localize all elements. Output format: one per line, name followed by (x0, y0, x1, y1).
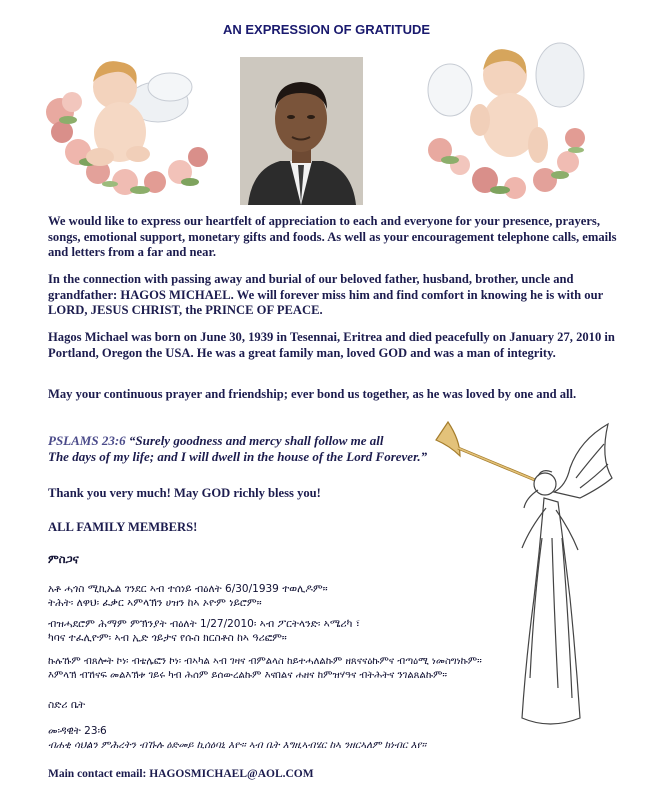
psalm-reference: PSLAMS 23:6 (48, 433, 126, 448)
condolence-paragraph: In the connection with passing away and burial of our beloved father, husband, brother, uncle and grandfather: HAGOS MICHAEL. We will forever miss him and find comfort in knowing he is with our LORD, JESUS CHRIST, the PRINCE OF PEACE. (48, 272, 603, 318)
ethiopic-line-6: እምላኽ ብኸናፍ መልእኽቱ ገይሩ ካብ ሕሰም ይሰውረልኩም እናበልና ሐዘና ከምዝሃዓና ብትሕትና ንገልጸልኩም። (48, 670, 448, 681)
ethiopic-line-3: ብዝሓደሮም ሕማም ምኽንያት ብዕለት 1/27/2010፡ ኣብ ፖርትላንድ፡ ኣሜሪካ ፣ (48, 618, 360, 630)
psalm-line-2: The days of my life; and I will dwell in the house of the Lord Forever.” (48, 449, 428, 464)
appreciation-paragraph: We would like to express our heartfelt of appreciation to each and everyone for your presence, prayers, songs, emotional support, monetary gifts and foods. As well as your encouragement telephone calls, emails and letters from a far and near. (48, 214, 617, 260)
ethiopic-line-1: አቶ ሓጎስ ሚኪኤል ገንደር ኣብ ተሰነይ ብዕለት 6/30/1939 ተወሊዶም። (48, 583, 328, 595)
contact-email: Main contact email: HAGOSMICHAEL@AOL.COM (48, 768, 314, 780)
ethiopic-line-7: ስድሪ ቤት (48, 699, 86, 711)
ethiopic-line-5: ኩሉኹም ብጸሎት ኮነ፡ ብቴሌፎን ኮነ፡ ብኣካል ኣብ ገዛና ብምልላስ ከይተሓለልኩም ዘጸናናዕኩምና ብጣዕሚ ነመስግነኩም። (48, 656, 482, 667)
family-signature: ALL FAMILY MEMBERS! (48, 520, 198, 534)
portrait-photo (240, 57, 363, 205)
cherub-left-icon (40, 32, 215, 207)
ethiopic-heading: ምስጋና (48, 552, 79, 566)
psalm-line-1: “Surely goodness and mercy shall follow me all (128, 433, 384, 448)
ethiopic-line-2: ትሕት፡ ለዋህ፡ ፈቃር ኣምላኽን ሀዝን ከኣ ኦዮም ነይሮም። (48, 597, 262, 609)
trumpet-angel-icon (430, 418, 635, 748)
portrait-figure (240, 57, 363, 205)
thanks-line: Thank you very much! May GOD richly bless you! (48, 486, 321, 500)
ethiopic-line-9: ብሐቂ ሳህልን ምሕረትን ብኹሉ ዕድመይ ኪሰዕባኒ እዮ፡፡ ኣብ ቤት እግዚኣብሄር ከኣ ንዘርኣለም ክነብር እየ። (48, 740, 427, 751)
ethiopic-line-8: መ፡ዳዊት 23፡6 (48, 725, 107, 737)
biography-paragraph: Hagos Michael was born on June 30, 1939 in Tesennai, Eritrea and died peacefully on January 27, 2010 in Portland, Oregon the USA. He was a great family man, loved GOD and was a man of integrity. (48, 330, 615, 360)
ethiopic-line-4: ካባና ተፈሊዮም፡ ኣብ ኢድ ጎይታና የሱስ ክርስቶስ ከኣ ዓሪፎም። (48, 632, 287, 644)
cherub-right-icon (410, 30, 590, 210)
page-title: AN EXPRESSION OF GRATITUDE (222, 22, 431, 37)
prayer-paragraph: May your continuous prayer and friendship; ever bond us together, as he was loved by one and all. (48, 387, 577, 401)
